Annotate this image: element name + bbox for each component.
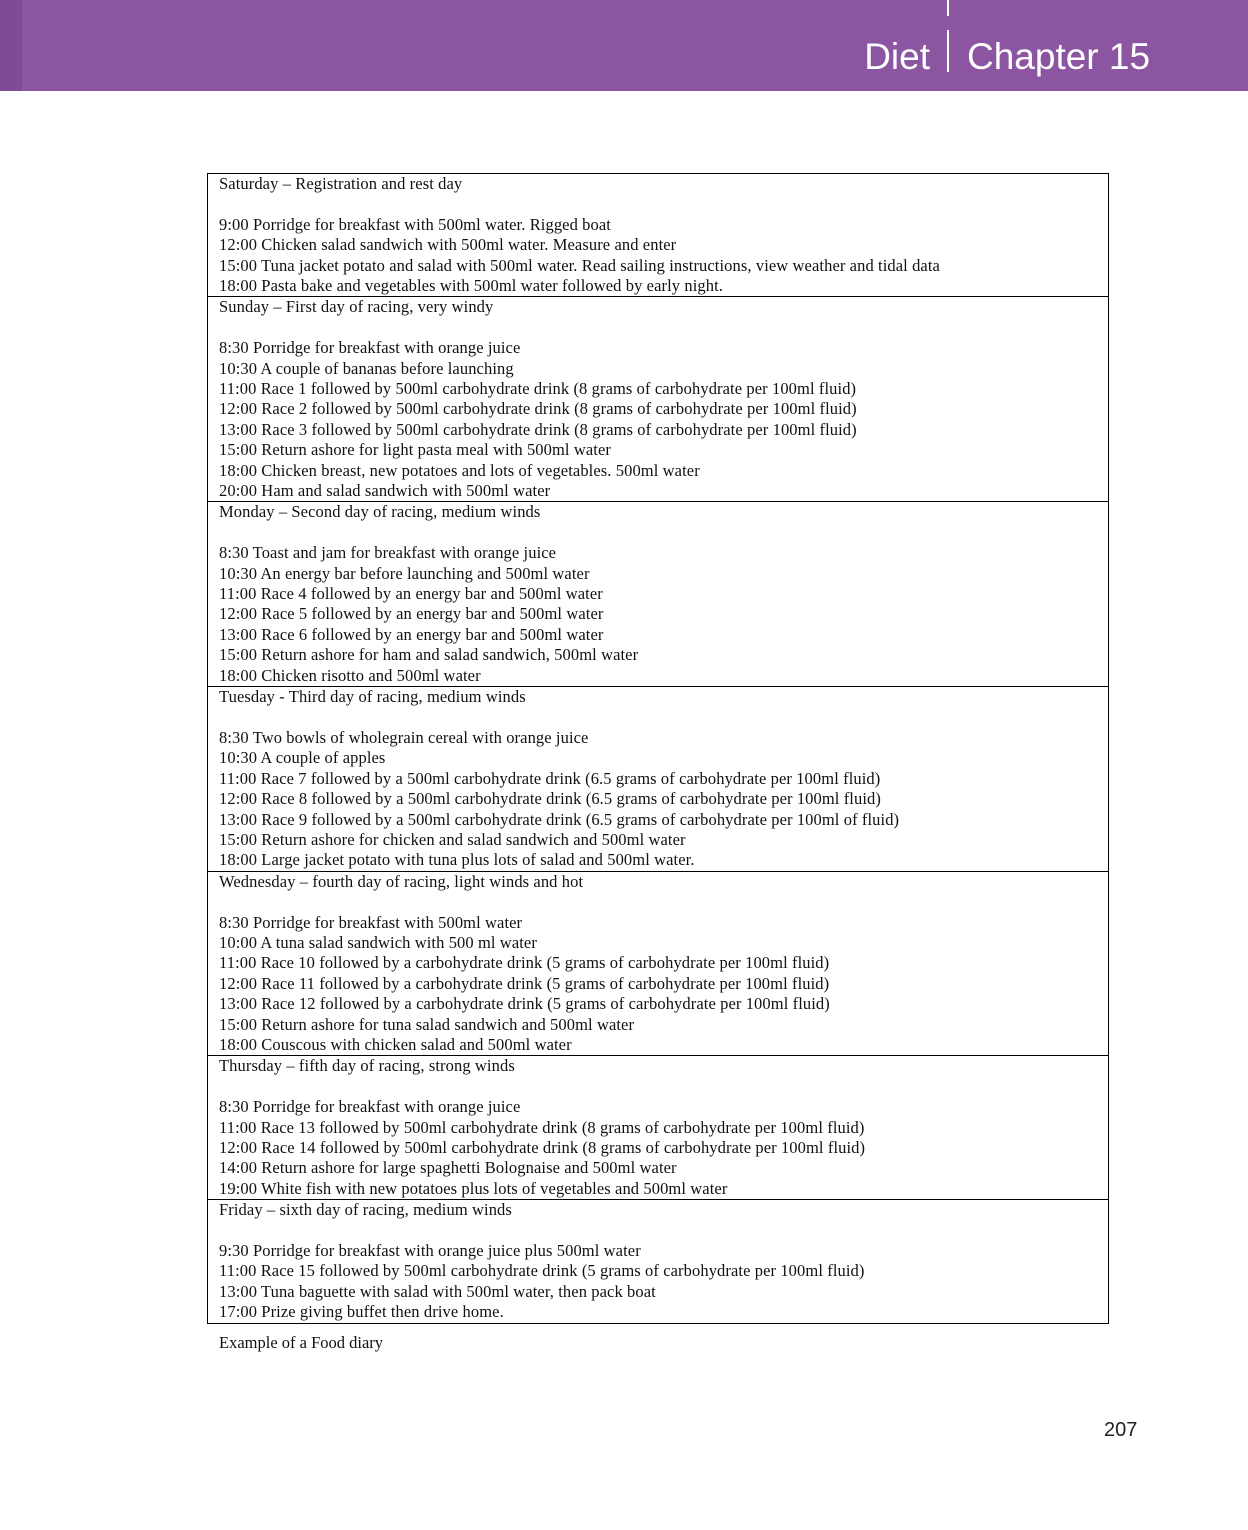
diary-day-row (208, 687, 1109, 872)
diary-entry: 12:00 Race 5 followed by an energy bar and 500ml water (219, 604, 604, 624)
diary-day-row (208, 1056, 1109, 1200)
diary-entry: 11:00 Race 10 followed by a carbohydrate drink (5 grams of carbohydrate per 100ml fluid) (219, 953, 830, 973)
diary-entry: 17:00 Prize giving buffet then drive home. (219, 1302, 504, 1322)
day-heading: Thursday – fifth day of racing, strong winds (219, 1056, 515, 1076)
diary-entry: 14:00 Return ashore for large spaghetti Bolognaise and 500ml water (219, 1158, 677, 1178)
diary-day-cell (208, 297, 1109, 502)
diary-entry: 12:00 Race 11 followed by a carbohydrate drink (5 grams of carbohydrate per 100ml fluid) (219, 973, 830, 993)
diary-day-row (208, 871, 1109, 1056)
diary-entry: 8:30 Porridge for breakfast with orange juice (219, 338, 521, 358)
day-heading: Tuesday - Third day of racing, medium winds (219, 687, 526, 707)
diary-entry: 19:00 White fish with new potatoes plus lots of vegetables and 500ml water (219, 1178, 728, 1198)
diary-day-row (208, 174, 1109, 297)
diary-entry: 8:30 Porridge for breakfast with orange juice (219, 1097, 521, 1117)
diary-entry: 15:00 Return ashore for chicken and salad sandwich and 500ml water (219, 829, 686, 849)
diary-entry: 18:00 Chicken risotto and 500ml water (219, 665, 481, 685)
day-heading: Friday – sixth day of racing, medium winds (219, 1200, 512, 1220)
diary-entry: 8:30 Toast and jam for breakfast with orange juice (219, 543, 557, 563)
header-divider-top (947, 0, 949, 16)
day-heading: Wednesday – fourth day of racing, light winds and hot (219, 871, 584, 891)
diary-entry: 13:00 Race 6 followed by an energy bar and 500ml water (219, 624, 604, 644)
running-head-chapter: Chapter 15 (967, 36, 1151, 77)
diary-day-cell (208, 1200, 1109, 1323)
diary-entry: 20:00 Ham and salad sandwich with 500ml water (219, 481, 551, 501)
diary-entry: 15:00 Return ashore for light pasta meal with 500ml water (219, 440, 611, 460)
diary-entry: 13:00 Race 9 followed by a 500ml carbohydrate drink (6.5 grams of carbohydrate per 100ml of fluid) (219, 809, 900, 829)
diary-entry: 13:00 Tuna baguette with salad with 500ml water, then pack boat (219, 1281, 656, 1301)
day-heading: Saturday – Registration and rest day (219, 174, 463, 193)
diary-day-cell (208, 687, 1109, 872)
diary-entry: 10:30 A couple of bananas before launching (219, 358, 514, 378)
diary-day-cell (208, 502, 1109, 687)
diary-entry: 8:30 Porridge for breakfast with 500ml water (219, 912, 523, 932)
diary-entry: 11:00 Race 13 followed by 500ml carbohydrate drink (8 grams of carbohydrate per 100ml fluid) (219, 1117, 865, 1137)
diary-entry: 18:00 Chicken breast, new potatoes and lots of vegetables. 500ml water (219, 460, 700, 480)
diary-entry: 15:00 Return ashore for ham and salad sandwich, 500ml water (219, 645, 639, 665)
diary-entry: 12:00 Race 2 followed by 500ml carbohydrate drink (8 grams of carbohydrate per 100ml fluid) (219, 399, 857, 419)
diary-day-cell (208, 174, 1109, 297)
diary-entry: 8:30 Two bowls of wholegrain cereal with orange juice (219, 727, 589, 747)
diary-entry: 18:00 Large jacket potato with tuna plus lots of salad and 500ml water. (219, 850, 695, 870)
diary-entry: 15:00 Return ashore for tuna salad sandwich and 500ml water (219, 1014, 635, 1034)
header-edge-strip (0, 0, 22, 91)
day-heading: Monday – Second day of racing, medium winds (219, 502, 541, 522)
table-caption: Example of a Food diary (219, 1333, 384, 1352)
page-number: 207 (1104, 1419, 1138, 1441)
chapter-header-band (0, 0, 1248, 91)
diary-entry: 11:00 Race 4 followed by an energy bar and 500ml water (219, 584, 603, 604)
day-heading: Sunday – First day of racing, very windy (219, 297, 494, 317)
diary-entry: 11:00 Race 7 followed by a 500ml carbohydrate drink (6.5 grams of carbohydrate per 100ml fluid) (219, 768, 881, 788)
diary-entry: 9:30 Porridge for breakfast with orange juice plus 500ml water (219, 1241, 641, 1261)
diary-entry: 11:00 Race 15 followed by 500ml carbohydrate drink (5 grams of carbohydrate per 100ml fluid) (219, 1261, 865, 1281)
diary-entry: 13:00 Race 3 followed by 500ml carbohydrate drink (8 grams of carbohydrate per 100ml fluid) (219, 419, 857, 439)
diary-entry: 12:00 Chicken salad sandwich with 500ml water. Measure and enter (219, 235, 677, 255)
diary-entry: 10:30 An energy bar before launching and 500ml water (219, 563, 590, 583)
diary-entry: 10:30 A couple of apples (219, 748, 386, 768)
diary-entry: 9:00 Porridge for breakfast with 500ml water. Rigged boat (219, 214, 611, 234)
diary-entry: 11:00 Race 1 followed by 500ml carbohydrate drink (8 grams of carbohydrate per 100ml fluid) (219, 379, 857, 399)
diary-entry: 12:00 Race 8 followed by a 500ml carbohydrate drink (6.5 grams of carbohydrate per 100ml fluid) (219, 789, 881, 809)
diary-day-row (208, 502, 1109, 687)
header-divider (947, 30, 949, 72)
diary-day-cell (208, 1056, 1109, 1200)
diary-entry: 18:00 Couscous with chicken salad and 500ml water (219, 1034, 572, 1054)
diary-entry: 12:00 Race 14 followed by 500ml carbohydrate drink (8 grams of carbohydrate per 100ml fluid) (219, 1138, 866, 1157)
diary-day-cell (208, 871, 1109, 1056)
diary-entry: 10:00 A tuna salad sandwich with 500 ml water (219, 932, 537, 952)
food-diary-table (207, 173, 1109, 1324)
diary-entry: 13:00 Race 12 followed by a carbohydrate drink (5 grams of carbohydrate per 100ml fluid) (219, 994, 830, 1014)
running-head-section: Diet (864, 36, 930, 77)
diary-day-row (208, 297, 1109, 502)
diary-day-row (208, 1200, 1109, 1323)
diary-entry: 18:00 Pasta bake and vegetables with 500ml water followed by early night. (219, 276, 724, 296)
diary-entry: 15:00 Tuna jacket potato and salad with 500ml water. Read sailing instructions, view weather and tidal data (219, 255, 940, 275)
